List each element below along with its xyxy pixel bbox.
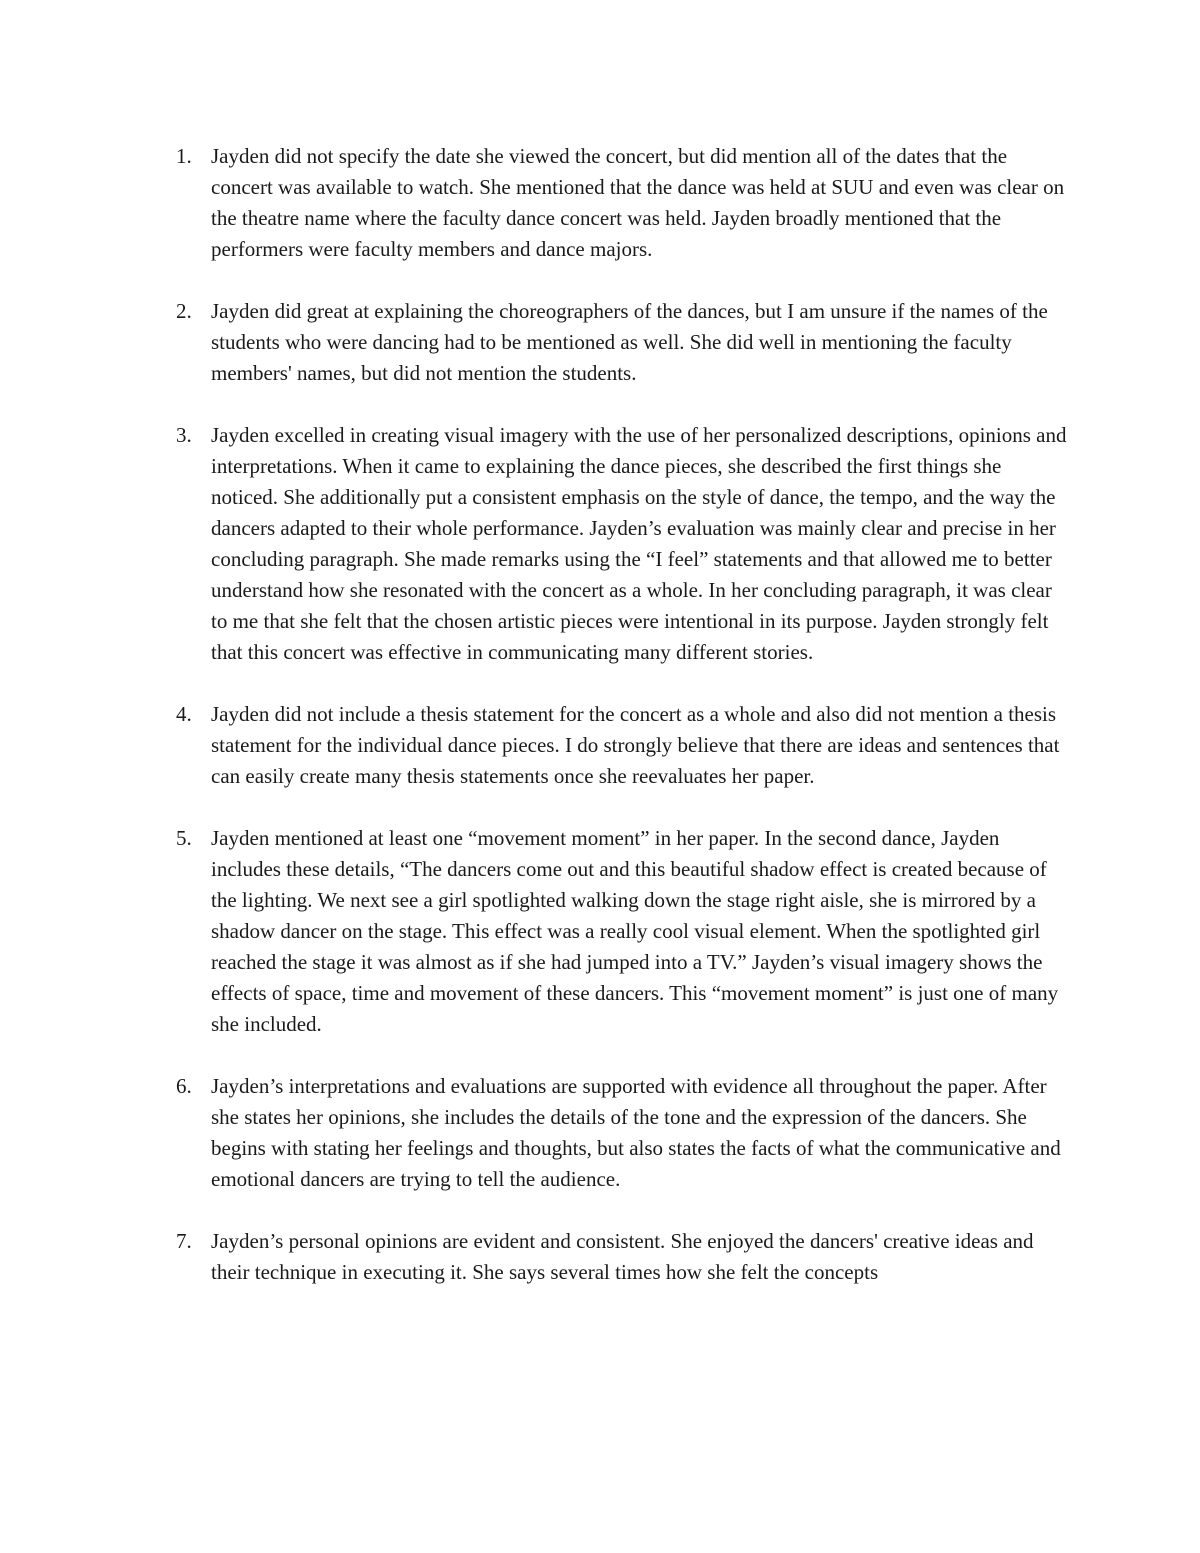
item-text: Jayden excelled in creating visual imagery with the use of her personalized descriptions, opinions and interpretations. When it came to explaining the dance pieces, she described the first things she noticed. She additionally put a consistent emphasis on the style of dance, the tempo, and the way the dancers adapted to their whole performance. Jayden’s evaluation was mainly clear and precise in her concluding paragraph. She made remarks using the “I feel” statements and that allowed me to better understand how she resonated with the concert as a whole. In her concluding paragraph, it was clear to me that she felt that the chosen artistic pieces were intentional in its purpose. Jayden strongly felt that this concert was effective in communicating many different stories. <box>211 423 1067 664</box>
list-item <box>170 420 1070 668</box>
list-item <box>170 1071 1070 1195</box>
item-number: 2. <box>176 299 192 323</box>
item-number: 7. <box>176 1229 192 1253</box>
item-text: Jayden did not specify the date she viewed the concert, but did mention all of the dates that the concert was available to watch. She mentioned that the dance was held at SUU and even was clear on the theatre name where the faculty dance concert was held. Jayden broadly mentioned that the performers were faculty members and dance majors. <box>211 144 1065 261</box>
list-item <box>170 296 1070 389</box>
item-text: Jayden’s interpretations and evaluations are supported with evidence all throughout the paper. After she states her opinions, she includes the details of the tone and the expression of the dancers. She begins with stating her feelings and thoughts, but also states the facts of what the communicative and emotional dancers are trying to tell the audience. <box>211 1074 1061 1191</box>
list-item <box>170 1226 1070 1288</box>
item-text: Jayden did great at explaining the choreographers of the dances, but I am unsure if the names of the students who were dancing had to be mentioned as well. She did well in mentioning the faculty members' names, but did not mention the students. <box>211 299 1048 385</box>
item-number: 4. <box>176 702 192 726</box>
item-text: Jayden mentioned at least one “movement moment” in her paper. In the second dance, Jayden includes these details, “The dancers come out and this beautiful shadow effect is created because of the lighting. We next see a girl spotlighted walking down the stage right aisle, she is mirrored by a shadow dancer on the stage. This effect was a really cool visual element. When the spotlighted girl reached the stage it was almost as if she had jumped into a TV.” Jayden’s visual imagery shows the effects of space, time and movement of these dancers. This “movement moment” is just one of many she included. <box>211 826 1059 1036</box>
item-number: 6. <box>176 1074 192 1098</box>
item-number: 3. <box>176 423 192 447</box>
item-number: 5. <box>176 826 192 850</box>
item-number: 1. <box>176 144 192 168</box>
list-item <box>170 699 1070 792</box>
list-item <box>170 823 1070 1040</box>
item-text: Jayden did not include a thesis statement for the concert as a whole and also did not mention a thesis statement for the individual dance pieces. I do strongly believe that there are ideas and sentences that can easily create many thesis statements once she reevaluates her paper. <box>211 702 1060 788</box>
list-item <box>170 141 1070 265</box>
item-text: Jayden’s personal opinions are evident and consistent. She enjoyed the dancers' creative ideas and their technique in executing it. She says several times how she felt the concepts <box>211 1229 1034 1284</box>
evaluation-list <box>170 141 1070 1319</box>
